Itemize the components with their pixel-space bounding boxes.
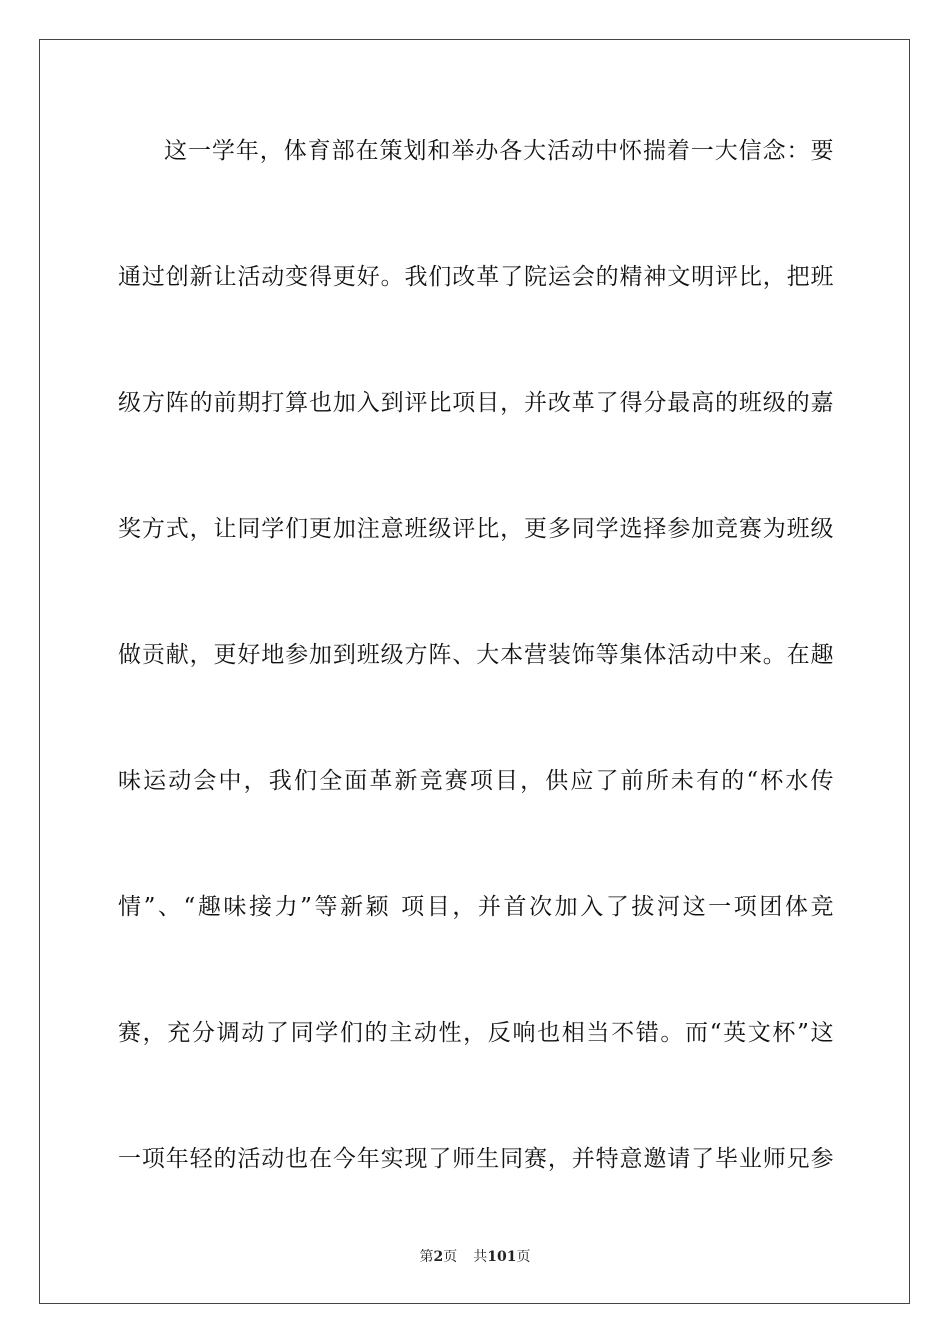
paragraph-line: 一项年轻的活动也在今年实现了师生同赛，并特意邀请了毕业师兄参 xyxy=(118,1146,834,1172)
body-text xyxy=(118,128,834,1262)
page-number: 2 xyxy=(433,1249,444,1265)
paragraph-line: 这一学年，体育部在策划和举办各大活动中怀揣着一大信念：要 xyxy=(164,138,834,164)
paragraph-line: 级方阵的前期打算也加入到评比项目，并改革了得分最高的班级的嘉 xyxy=(118,390,834,416)
page-suffix: 页 xyxy=(443,1249,458,1265)
total-suffix: 页 xyxy=(516,1249,531,1265)
paragraph-line: 赛，充分调动了同学们的主动性，反响也相当不错。而“英文杯”这 xyxy=(118,1020,834,1046)
page-footer xyxy=(0,1246,950,1266)
paragraph-line: 味运动会中，我们全面革新竞赛项目，供应了前所未有的“杯水传 xyxy=(118,768,834,794)
total-prefix: 共 xyxy=(473,1249,488,1265)
total-pages: 101 xyxy=(487,1249,517,1265)
paragraph-line: 做贡献，更好地参加到班级方阵、大本营装饰等集体活动中来。在趣 xyxy=(118,642,834,668)
paragraph-line: 奖方式，让同学们更加注意班级评比，更多同学选择参加竞赛为班级 xyxy=(118,516,834,542)
paragraph-line: 通过创新让活动变得更好。我们改革了院运会的精神文明评比，把班 xyxy=(118,264,834,290)
page-prefix: 第 xyxy=(419,1249,434,1265)
paragraph-line: 情”、“趣味接力”等新颖 项目，并首次加入了拔河这一项团体竞 xyxy=(118,894,834,920)
